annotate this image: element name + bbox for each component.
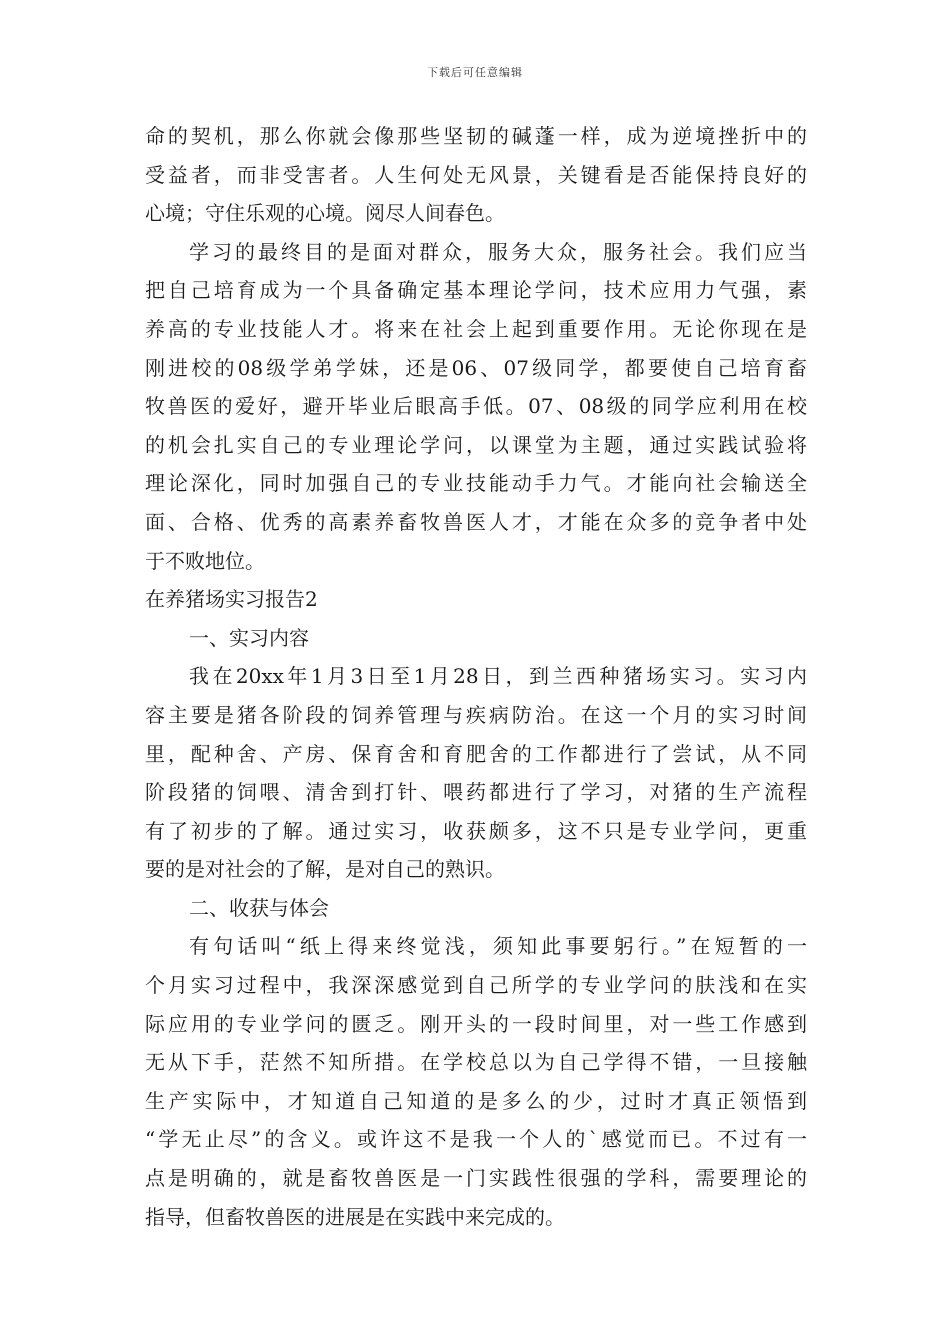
paragraph — [145, 580, 807, 619]
text-line: 里，配种舍、产房、保育舍和育肥舍的工作都进行了尝试，从不同 — [145, 741, 807, 766]
paragraph — [145, 117, 807, 233]
document-body — [145, 117, 807, 1236]
text-line: 一、实习内容 — [189, 625, 309, 650]
text-line: 二、收获与体会 — [189, 895, 329, 920]
text-line: 受益者，而非受害者。人生何处无风景，关键看是否能保持良好的 — [145, 162, 807, 187]
text-line: 于不败地位。 — [145, 548, 265, 573]
text-line: 心境；守住乐观的心境。阅尽人间春色。 — [145, 201, 505, 226]
text-line: 把自己培育成为一个具备确定基本理论学问，技术应用力气强，素 — [145, 278, 807, 303]
text-line: 要的是对社会的了解，是对自己的熟识。 — [145, 857, 505, 882]
text-line: 牧兽医的爱好，避开毕业后眼高手低。07、08级的同学应利用在校 — [145, 394, 807, 419]
text-line: 阶段猪的饲喂、清舍到打针、喂药都进行了学习，对猪的生产流程 — [145, 780, 807, 805]
text-line: 有了初步的了解。通过实习，收获颇多，这不只是专业学问，更重 — [145, 818, 807, 843]
text-line: 理论深化，同时加强自己的专业技能动手力气。才能向社会输送全 — [145, 471, 807, 496]
paragraph — [145, 619, 807, 658]
text-line: 有句话叫“纸上得来终觉浅，须知此事要躬行。”在短暂的一 — [189, 934, 807, 959]
text-line: 刚进校的08级学弟学妹，还是06、07级同学，都要使自己培育畜 — [145, 355, 807, 380]
paragraph — [145, 927, 807, 1236]
text-line: “学无止尽”的含义。或许这不是我一个人的`感觉而已。不过有一 — [145, 1127, 807, 1152]
text-line: 的机会扎实自己的专业理论学问，以课堂为主题，通过实践试验将 — [145, 432, 807, 457]
paragraph — [145, 233, 807, 580]
paragraph — [145, 889, 807, 928]
text-line: 无从下手，茫然不知所措。在学校总以为自己学得不错，一旦接触 — [145, 1050, 807, 1075]
text-line: 学习的最终目的是面对群众，服务大众，服务社会。我们应当 — [189, 239, 807, 264]
text-line: 面、合格、优秀的高素养畜牧兽医人才，才能在众多的竞争者中处 — [145, 509, 807, 534]
text-line: 点是明确的，就是畜牧兽医是一门实践性很强的学科，需要理论的 — [145, 1166, 807, 1191]
text-line: 指导，但畜牧兽医的进展是在实践中来完成的。 — [145, 1204, 565, 1229]
text-line: 际应用的专业学问的匮乏。刚开头的一段时间里，对一些工作感到 — [145, 1011, 807, 1036]
text-line: 养高的专业技能人才。将来在社会上起到重要作用。无论你现在是 — [145, 316, 807, 341]
page-header: 下载后可任意编辑 — [427, 66, 523, 79]
text-line: 在养猪场实习报告2 — [145, 587, 318, 612]
paragraph — [145, 657, 807, 889]
text-line: 容主要是猪各阶段的饲养管理与疾病防治。在这一个月的实习时间 — [145, 702, 807, 727]
text-line: 命的契机，那么你就会像那些坚韧的碱蓬一样，成为逆境挫折中的 — [145, 124, 807, 148]
text-line: 个月实习过程中，我深深感觉到自己所学的专业学问的肤浅和在实 — [145, 973, 807, 998]
text-line: 生产实际中，才知道自己知道的是多么的少，过时才真正领悟到 — [145, 1088, 807, 1113]
text-line: 我在20xx年1月3日至1月28日，到兰西种猪场实习。实习内 — [189, 664, 807, 689]
